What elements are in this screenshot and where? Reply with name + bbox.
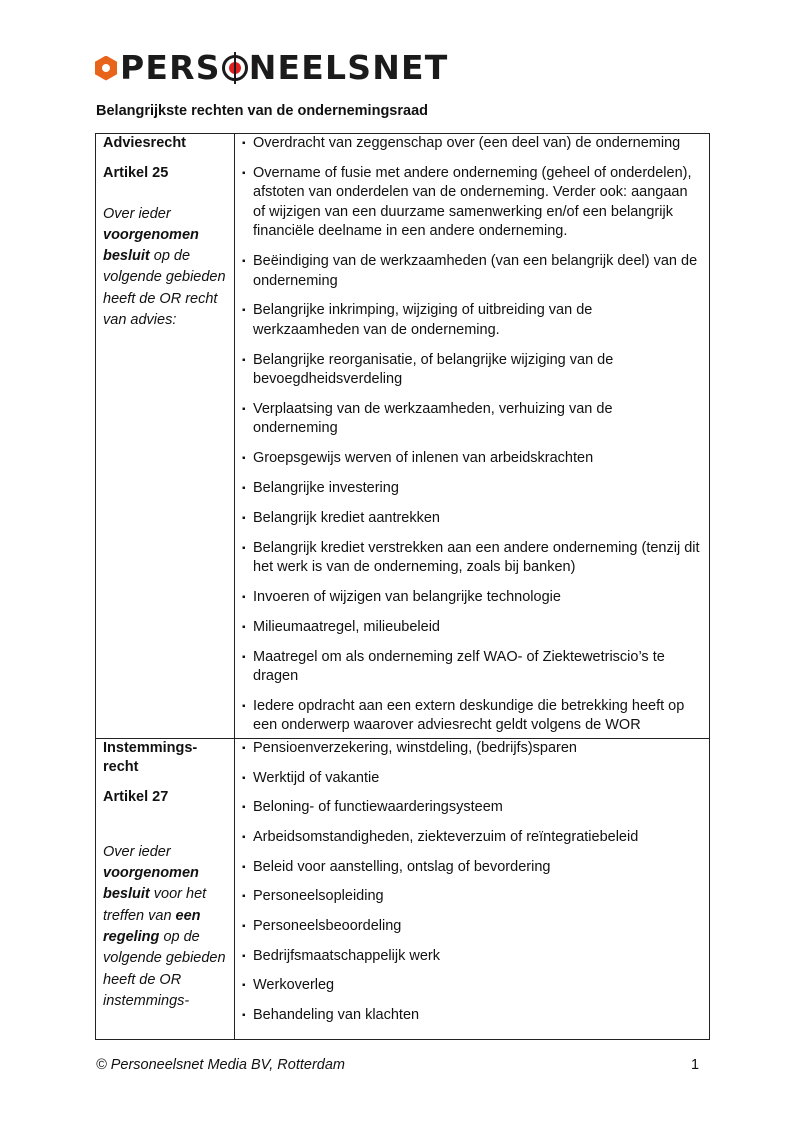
logo-wordmark	[120, 50, 449, 86]
list-item: ▪ Overdracht van zeggenschap over (een deel van) de onderneming	[243, 134, 701, 154]
list-item: ▪ Pensioenverzekering, winstdeling, (bedrijfs)sparen	[243, 739, 701, 759]
right-name: Adviesrecht	[103, 135, 187, 151]
right-description: Over ieder voorgenomen besluit op de volgende gebieden heeft de OR recht van advies:	[103, 205, 226, 328]
row-label-cell	[96, 134, 235, 739]
document-title: Belangrijkste rechten van de ondernemingsraad	[96, 103, 428, 119]
topic-list	[243, 134, 701, 736]
row-items-cell	[235, 738, 710, 1039]
rights-table	[95, 133, 710, 1040]
list-item: ▪ Milieumaatregel, milieubeleid	[243, 618, 701, 638]
list-item: ▪ Behandeling van klachten	[243, 1006, 701, 1026]
table-row-instemmingsrecht	[96, 738, 710, 1039]
list-item: ▪ Personeelsbeoordeling	[243, 917, 701, 937]
footer-copyright: © Personeelsnet Media BV, Rotterdam	[96, 1057, 345, 1073]
logo-text-part1: PERS	[120, 48, 221, 87]
table-row-adviesrecht	[96, 134, 710, 739]
page-number: 1	[691, 1057, 700, 1073]
list-item: ▪ Belangrijke inkrimping, wijziging of uitbreiding van de werkzaamheden van de onderneming.	[243, 301, 701, 340]
list-item: ▪ Belangrijk krediet aantrekken	[243, 509, 701, 529]
list-item: ▪ Beloning- of functiewaarderingsysteem	[243, 798, 701, 818]
list-item: ▪ Arbeidsomstandigheden, ziekteverzuim of reïntegratiebeleid	[243, 828, 701, 848]
list-item: ▪ Werkoverleg	[243, 976, 701, 996]
list-item: ▪ Overname of fusie met andere onderneming (geheel of onderdelen), afstoten van onderdelen van de onderneming. Verder ook: aangaan of wijzigen van een duurzame samenwerking en/of een belangrijk financiële deelname in een andere onderneming.	[243, 164, 701, 242]
list-item: ▪ Verplaatsing van de werkzaamheden, verhuizing van de onderneming	[243, 400, 701, 439]
row-label-cell	[96, 738, 235, 1039]
right-name: Instemmings-recht	[103, 739, 198, 776]
list-item: ▪ Belangrijke reorganisatie, of belangrijke wijziging van de bevoegdheidsverdeling	[243, 351, 701, 390]
list-item: ▪ Beëindiging van de werkzaamheden (van een belangrijk deel) van de onderneming	[243, 252, 701, 291]
article-number: Artikel 25	[103, 165, 169, 181]
list-item: ▪ Werktijd of vakantie	[243, 769, 701, 789]
list-item: ▪ Iedere opdracht aan een extern deskundige die betrekking heeft op een onderwerp waarover adviesrecht geldt volgens de WOR	[243, 697, 701, 736]
logo-hexagon-icon	[95, 56, 117, 81]
logo-target-icon	[222, 55, 248, 81]
list-item: ▪ Personeelsopleiding	[243, 887, 701, 907]
list-item: ▪ Belangrijke investering	[243, 479, 701, 499]
list-item: ▪ Groepsgewijs werven of inlenen van arbeidskrachten	[243, 449, 701, 469]
topic-list	[243, 739, 701, 1026]
list-item: ▪ Beleid voor aanstelling, ontslag of bevordering	[243, 858, 701, 878]
article-number: Artikel 27	[103, 789, 169, 806]
personeelsnet-logo	[95, 50, 449, 86]
list-item: ▪ Invoeren of wijzigen van belangrijke technologie	[243, 588, 701, 608]
list-item: ▪ Bedrijfsmaatschappelijk werk	[243, 947, 701, 967]
logo-text-part2: NEELSNET	[248, 48, 449, 87]
list-item: ▪ Belangrijk krediet verstrekken aan een andere onderneming (tenzij dit het werk is van de onderneming, zoals bij banken)	[243, 539, 701, 578]
row-items-cell	[235, 134, 710, 739]
right-description: Over ieder voorgenomen besluit voor het treffen van een regeling op de volgende gebieden heeft de OR instemmings-	[103, 843, 226, 1009]
list-item: ▪ Maatregel om als onderneming zelf WAO- of Ziektewetriscio’s te dragen	[243, 648, 701, 687]
